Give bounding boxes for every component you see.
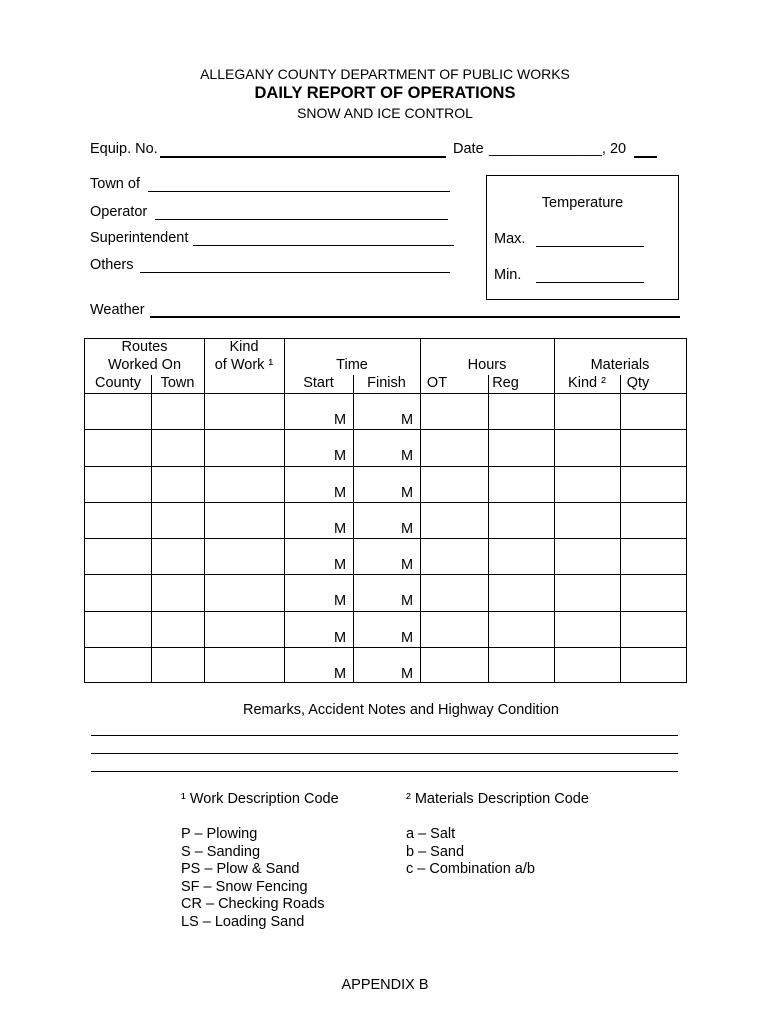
temperature-max-field[interactable] — [536, 246, 644, 247]
others-label: Others — [90, 257, 134, 273]
temperature-box — [486, 175, 679, 300]
finish-am-pm-marker: M — [401, 593, 414, 609]
temperature-min-field[interactable] — [536, 282, 644, 283]
weather-field[interactable] — [150, 316, 680, 318]
town-label: Town of — [90, 176, 140, 192]
weather-label: Weather — [90, 302, 145, 318]
appendix-label: APPENDIX B — [341, 977, 429, 993]
start-column-header: Start — [303, 375, 334, 391]
start-am-pm-marker: M — [334, 557, 347, 573]
operations-table — [84, 338, 687, 683]
start-am-pm-marker: M — [334, 593, 347, 609]
work-code-item: P – Plowing — [181, 826, 258, 842]
material-code-item: b – Sand — [406, 843, 465, 860]
start-am-pm-marker: M — [334, 485, 347, 501]
finish-am-pm-marker: M — [401, 630, 414, 646]
start-am-pm-marker: M — [334, 630, 347, 646]
kind-of-work-header-line2: of Work ¹ — [214, 357, 274, 373]
superintendent-label: Superintendent — [90, 230, 189, 246]
finish-am-pm-marker: M — [401, 557, 414, 573]
finish-am-pm-marker: M — [401, 412, 414, 428]
qty-column-header: Qty — [626, 375, 650, 391]
operator-field[interactable] — [155, 219, 448, 220]
start-am-pm-marker: M — [334, 448, 347, 464]
material-kind-column-header: Kind ² — [568, 375, 606, 391]
work-codes-list — [181, 826, 324, 932]
equip-no-field[interactable] — [160, 156, 446, 158]
start-am-pm-marker: M — [334, 412, 347, 428]
material-code-item: a – Salt — [406, 826, 456, 842]
routes-header: Routes — [121, 339, 168, 355]
remarks-line[interactable] — [91, 735, 678, 736]
time-header: Time — [336, 357, 368, 373]
temperature-title: Temperature — [541, 195, 624, 211]
reg-column-header: Reg — [492, 375, 519, 391]
material-codes-list — [406, 826, 535, 879]
start-am-pm-marker: M — [334, 521, 347, 537]
department-name: ALLEGANY COUNTY DEPARTMENT OF PUBLIC WORKS — [200, 66, 570, 82]
finish-am-pm-marker: M — [401, 485, 414, 501]
material-codes-title: ² Materials Description Code — [406, 791, 589, 807]
superintendent-field[interactable] — [193, 245, 454, 246]
page-title: DAILY REPORT OF OPERATIONS — [254, 84, 516, 102]
work-codes-title: ¹ Work Description Code — [181, 791, 339, 807]
start-am-pm-marker: M — [334, 666, 347, 682]
page-subtitle: SNOW AND ICE CONTROL — [297, 105, 473, 121]
hours-header: Hours — [467, 357, 507, 373]
work-code-item: LS – Loading Sand — [181, 913, 305, 930]
equip-no-label: Equip. No. — [90, 141, 158, 157]
temperature-max-label: Max. — [494, 231, 526, 247]
finish-am-pm-marker: M — [401, 521, 414, 537]
material-code-item: c – Combination a/b — [406, 861, 535, 878]
remarks-line[interactable] — [91, 753, 678, 754]
others-field[interactable] — [140, 272, 450, 273]
temperature-min-label: Min. — [494, 267, 522, 283]
remarks-title: Remarks, Accident Notes and Highway Condition — [243, 702, 559, 718]
finish-am-pm-marker: M — [401, 666, 414, 682]
finish-column-header: Finish — [367, 375, 406, 391]
date-label: Date — [453, 141, 484, 157]
ot-column-header: OT — [426, 375, 448, 391]
town-field[interactable] — [148, 191, 450, 192]
operator-label: Operator — [90, 204, 148, 220]
year-field[interactable] — [634, 156, 657, 158]
work-code-item: CR – Checking Roads — [181, 896, 325, 913]
work-code-item: PS – Plow & Sand — [181, 861, 300, 878]
routes-header-line2: Worked On — [107, 357, 182, 373]
remarks-line[interactable] — [91, 771, 678, 772]
town-column-header: Town — [160, 375, 195, 391]
work-code-item: S – Sanding — [181, 843, 261, 860]
finish-am-pm-marker: M — [401, 448, 414, 464]
county-column-header: County — [95, 375, 141, 391]
materials-header: Materials — [590, 357, 650, 373]
work-code-item: SF – Snow Fencing — [181, 878, 308, 895]
date-field[interactable]: ______________, 20 — [489, 141, 627, 157]
kind-of-work-header: Kind — [229, 339, 259, 355]
